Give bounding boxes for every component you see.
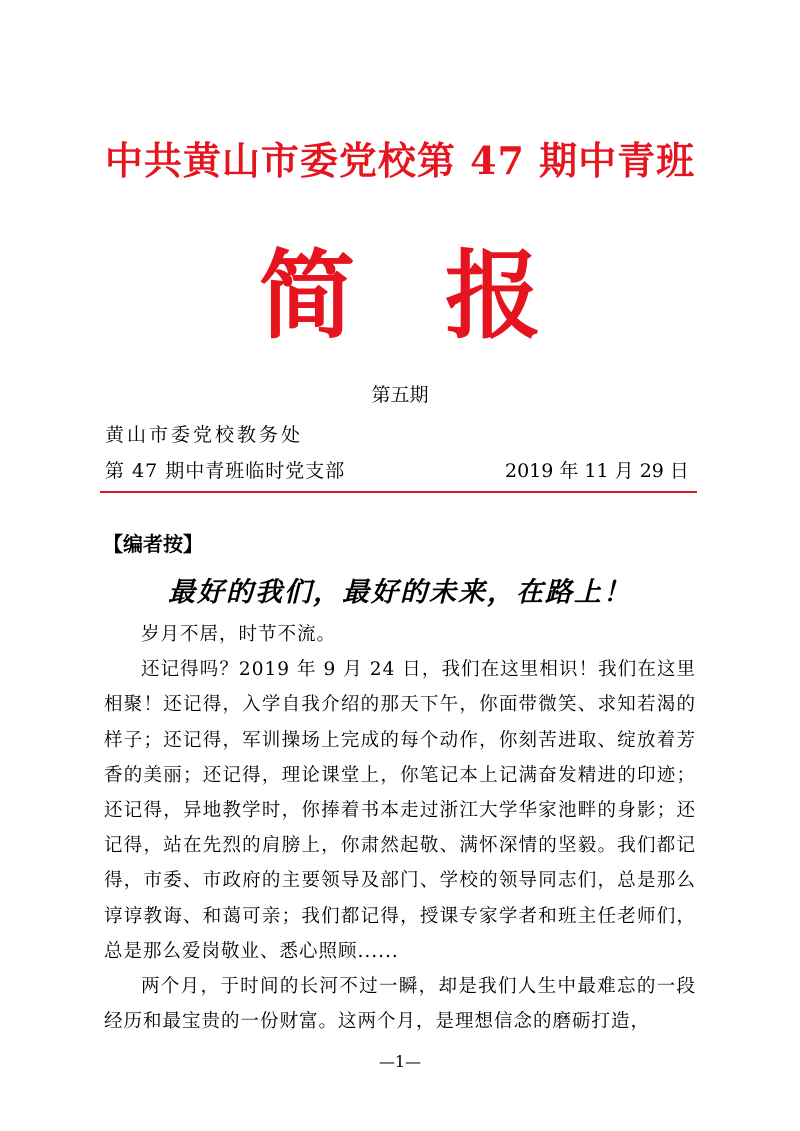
issuer-office: 黄山市委党校教务处 — [105, 424, 304, 446]
issue-number: 第五期 — [371, 384, 429, 406]
body-paragraph: 还记得吗？2019 年 9 月 24 日，我们在这里相识！我们在这里相聚！还记得，入学自我介绍的那天下午，你面带微笑、求知若渴的样子；还记得，军训操场上完成的每个动作，你刻苦进取、绽放着芳香的美丽；还记得，理论课堂上，你笔记本上记满奋发精进的印迹；还记得，异地教学时，你捧着书本走过浙江大学华家池畔的身影；还记得，站在先烈的肩膀上，你肃然起敬、满怀深情的坚毅。我们都记得，市委、市政府的主要领导及部门、学校的领导同志们，总是那么谆谆教诲、和蔼可亲；我们都记得，授课专家学者和班主任老师们，总是那么爱岗敬业、悉心照顾...... — [104, 659, 696, 962]
header-divider — [100, 491, 697, 493]
body-paragraph: 两个月，于时间的长河不过一瞬，却是我们人生中最难忘的一段经历和最宝贵的一份财富。这两个月，是理想信念的磨砺打造， — [104, 976, 696, 1033]
issue-date: 2019 年 11 月 29 日 — [505, 460, 689, 482]
editor-note-label: 【编者按】 — [103, 532, 203, 556]
body-text — [104, 617, 696, 1039]
issuer-party-branch: 第 47 期中青班临时党支部 — [105, 460, 346, 482]
page-number: —1— — [378, 1052, 422, 1071]
school-title: 中共黄山市委党校第 47 期中青班 — [104, 138, 696, 183]
body-paragraph: 岁月不居，时节不流。 — [141, 624, 337, 645]
headline: 最好的我们，最好的未来，在路上！ — [168, 577, 632, 608]
bulletin-title: 简报 — [259, 239, 631, 352]
